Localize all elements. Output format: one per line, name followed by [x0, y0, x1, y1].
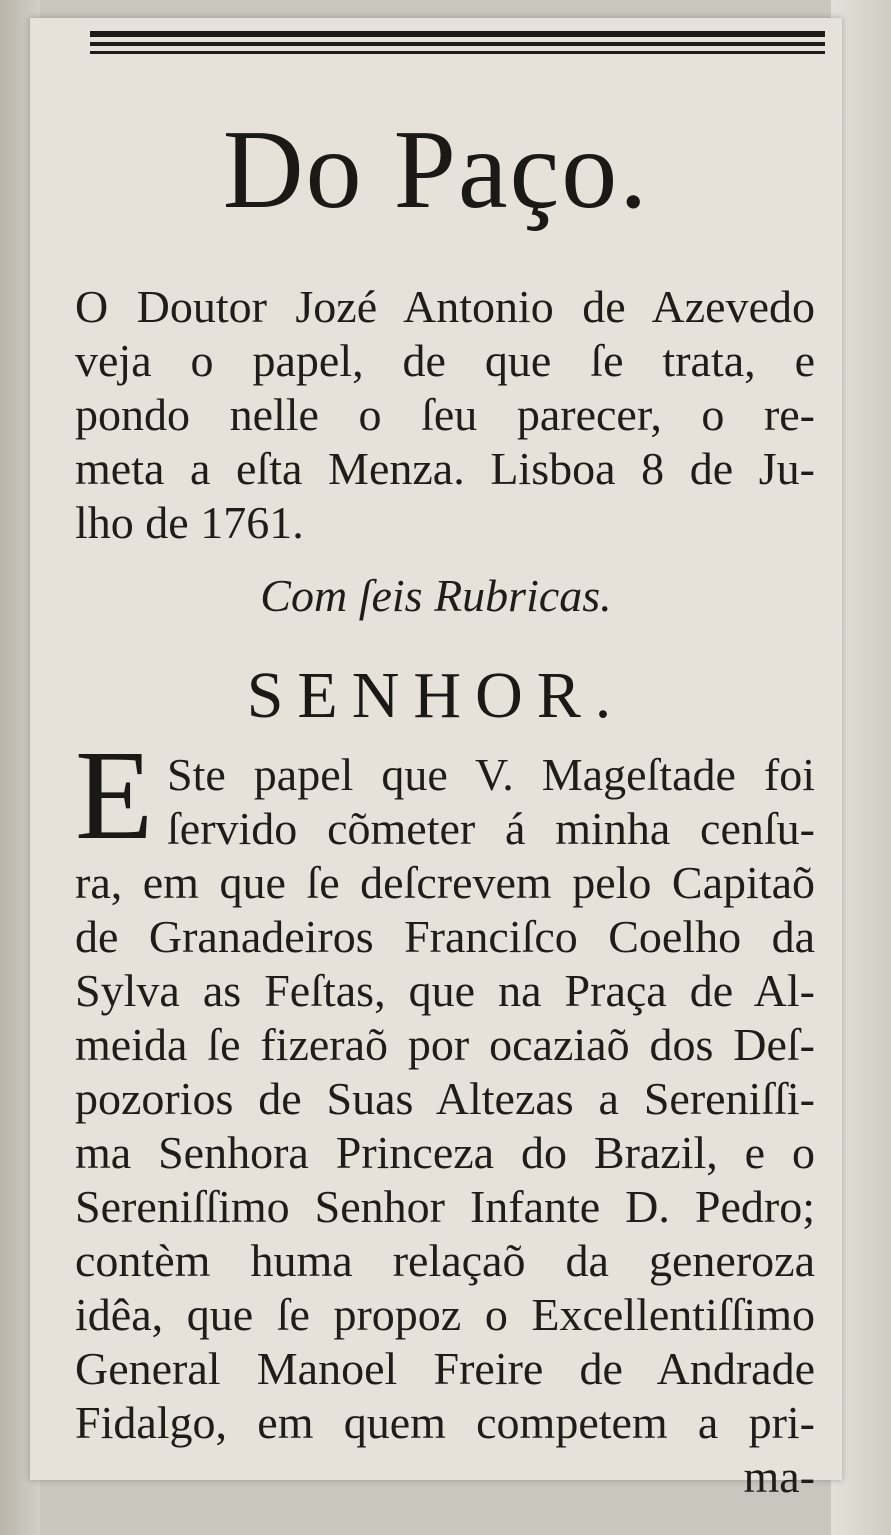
text-line: General Manoel Freire de Andrade [75, 1343, 815, 1394]
text-line: ra, em que ſe deſcrevem pelo Capitaõ [75, 857, 815, 908]
salutation-heading: SENHOR. [246, 659, 626, 732]
body-paragraph [75, 748, 815, 1504]
intro-paragraph [75, 280, 815, 550]
text-line: veja o papel, de que ſe trata, e [75, 335, 815, 386]
text-line: de Granadeiros Franciſco Coelho da [75, 911, 815, 962]
page-title: Do Paço. [222, 108, 650, 232]
header-rule [90, 51, 825, 54]
text-line: Ste papel que V. Mageſtade foi [167, 749, 815, 800]
text-line: meta a eſta Menza. Lisboa 8 de Ju- [75, 443, 815, 494]
text-line: lho de 1761. [75, 497, 304, 548]
text-line: ſervido cõmeter á minha cenſu- [167, 803, 815, 854]
catchword: ma- [743, 1451, 815, 1502]
header-rule [90, 31, 825, 37]
text-line: ma Senhora Princeza do Brazil, e o [75, 1127, 815, 1178]
printed-page [30, 18, 842, 1502]
header-rule [90, 42, 825, 46]
text-line: Sylva as Feſtas, que na Praça de Al- [75, 965, 815, 1016]
drop-cap: E [75, 724, 154, 866]
text-line: O Doutor Jozé Antonio de Azevedo [75, 281, 815, 332]
text-line: contèm huma relaçaõ da generoza [75, 1235, 815, 1286]
text-line: pondo nelle o ſeu parecer, o re- [75, 389, 815, 440]
signature-note: Com ſeis Rubricas. [260, 570, 612, 621]
text-line: Fidalgo, em quem competem a pri- [75, 1397, 815, 1448]
text-line: Sereniſſimo Senhor Infante D. Pedro; [75, 1181, 815, 1232]
text-line: meida ſe fizeraõ por ocaziaõ dos Deſ- [75, 1019, 815, 1070]
text-line: idêa, que ſe propoz o Excellentiſſimo [75, 1289, 815, 1340]
text-line: pozorios de Suas Altezas a Sereniſſi- [75, 1073, 815, 1124]
